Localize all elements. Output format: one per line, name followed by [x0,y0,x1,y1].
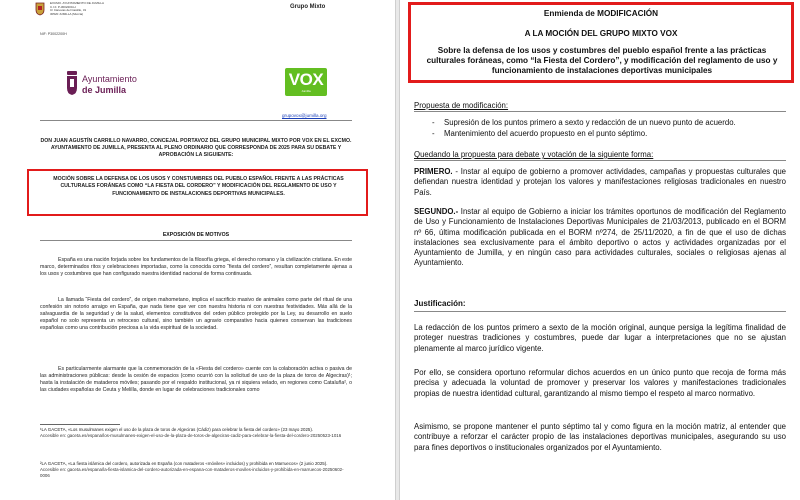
vox-logo [285,68,327,96]
group-label: Grupo Mixto [290,4,326,10]
motion-intro: DON JUAN AGUSTÍN CARRILLO NAVARRO, CONCEJAL PORTAVOZ DEL GRUPO MUNICIPAL MIXTO POR VOX EN EL EXCMO. AYUNTAMIENTO DE JUMILLA, PRESENTA AL PLENO ORDINARIO QUE CORRESPONDA DE 2025 PARA SU DEBATE Y APROBACIÓN LA SIGUIENTE: [40,138,352,159]
amendment-description: Sobre la defensa de los usos y costumbres del pueblo español frente a las prácticas culturales foráneas, como “la Fiesta del Cordero”, y modificación del reglamento de uso y funcionamiento de instalaciones deportivas municipales [426,46,778,75]
ayuntamiento-logo-line2: de Jumilla [82,85,127,95]
remaining-label [414,150,653,159]
exposition-paragraph: La llamada “Fiesta del cordero”, de origen mahometano, implica el sacrificio masivo de animales como parte del ritual de una confesión sin notorio arraigo en España, que nada tiene que ver con nuestra historia ni con nuestras festividades. Más allá de la salvaguardia de la seguridad y de la salud, elementos constitutivos del orden público protegido por la Ley, su desarrollo en suelo español no solo representa un retroceso cultural, sino también un agravio comparativo hacia quienes conservan las tradiciones españolas como una contribución preciosa a la vida espiritual de la sociedad. [40,297,352,331]
group-email-link[interactable]: grupovox@jumilla.org [282,113,327,118]
ayuntamiento-emblem-icon [66,70,78,96]
footnote-url[interactable]: Accesible en: gaceta.es/espana/la-fiesta-islamica-del-cordero-autorizada-en-espana-con-mataderos-moviles-incluidos-y-prohibida-en-marruecos-20250602-0006 [40,467,344,479]
header-address-line: C/ Cánovas del Castillo, 31 [50,8,87,13]
header-address-line: C.I.F. P-3002200-H [50,4,76,9]
footnote [40,427,352,439]
motion-title-highlight [27,169,368,216]
justification-paragraph: Por ello, se considera oportuno reformular dichos acuerdos en un único punto que recoja de forma más precisa y adecuada la voluntad de promover y preservar los valores y manifestaciones tradicionales propias de nuestra identidad cultural, garantizando al mismo tiempo el respeto al marco normativo. [414,368,786,398]
footnote-text: ²LA GACETA, «La fiesta islámica del cordero, autorizada en España (con mataderos «móviles» incluidos) y prohibida en Marruecos» (2 junio 2025). [40,461,328,466]
header-address-line: EXCMO. AYUNTAMIENTO DE JUMILLA [50,1,105,5]
ayuntamiento-logo [66,70,166,100]
ayuntamiento-logo-line1: Ayuntamiento [82,74,137,84]
agreement-segundo [414,207,786,269]
divider [414,311,786,312]
footnote [40,461,352,480]
agreement-segundo-label: SEGUNDO.- [414,207,459,216]
amendment-subtitle: A LA MOCIÓN DEL GRUPO MIXTO VOX [524,29,678,38]
justification-paragraph: Asimismo, se propone mantener el punto séptimo tal y como figura en la moción matriz, al entender que contribuye a reforzar el carácter propio de las instalaciones deportivas municipales, asegurando su uso para fines deportivos o institucionales organizados por el Ayuntamiento. [414,422,786,452]
exposition-heading: EXPOSICIÓN DE MOTIVOS [162,232,230,238]
header-address [50,2,160,16]
header-address-line: 30520 JUMILLA (Murcia) [50,11,84,16]
agreement-primero [414,167,786,198]
vox-logo-text: VOX [288,70,324,89]
justification-paragraph: La redacción de los puntos primero a sexto de la moción original, aunque persiga la legítima finalidad de proteger nuestras tradiciones y costumbres, puede dar lugar a interpretaciones que no se ajustan plenamente al marco jurídico vigente. [414,323,786,353]
list-item: - Supresión de los puntos primero a sexto y redacción de un nuevo punto de acuerdo. [432,118,782,129]
divider [414,111,786,112]
amendment-title-highlight [408,2,794,83]
motion-title: MOCIÓN SOBRE LA DEFENSA DE LOS USOS Y CONSTUMBRES DEL PUEBLO ESPAÑOL FRENTE A LAS PRÁCTICAS CULTURALES FORÁNEAS COMO “LA FIESTA DEL CORDERO” Y MODIFICACIÓN DEL REGLAMENTO DE USO Y FUNCIONAMIENTO DE INSTALACIONES DEPORTIVAS MUNICIPALES. [53,176,344,197]
municipal-crest-icon [35,2,45,16]
reference-number: NIF: P3002200H [40,32,67,36]
vox-logo-subtext: Jumilla [301,89,311,93]
divider [414,160,786,161]
proposal-list [432,118,782,140]
amendment-title: Enmienda de MODIFICACIÓN [543,9,659,18]
divider [40,120,352,121]
motion-document-page [0,0,393,500]
footnote-url[interactable]: Accesible en: gaceta.es/espana/los-musulmanes-exigen-el-uso-de-la-plaza-de-toros-de-algeciras-cadiz-para-celebrar-la-fiesta-del-cordero-20250523-1016 [40,433,342,439]
page-divider [395,0,400,500]
list-item: - Mantenimiento del acuerdo propuesto en el punto séptimo. [432,129,782,140]
agreement-segundo-text: Instar al equipo de Gobierno a iniciar los trámites oportunos de modificación del Reglamento de Uso y Funcionamiento de Instalaciones Deportivas Municipales de 21/03/2013, publicado en el BORM nº 66, última modificación publicada en el BORM nº274, de 25/11/2020, a fin de que el uso de dichas instalaciones sea exclusivamente para el ámbito deportivo o actos y actividades organizadas por el Ayuntamiento de Jumilla, y en ningún caso para actividades culturales, sociales o religiosas ajenas al Ayuntamiento. [414,207,786,268]
justification-heading: Justificación: [414,299,466,308]
exposition-paragraph: España es una nación forjada sobre los fundamentos de la filosofía griega, el derecho romano y la civilización cristiana. En este marco, determinados ritos y celebraciones importadas, como la conocida como “fiesta del cordero”, resultan completamente ajenas a los usos y costumbres que han configurado nuestra identidad nacional de forma continuada. [40,257,352,277]
agreement-primero-text: - Instar al equipo de gobierno a promover actividades, campañas y propuestas culturales que defiendan nuestra identidad y protejan los valores y manifestaciones religiosas tradicionales en nuestro País. [414,167,786,197]
proposal-label-text: Propuesta de modificación: [414,101,509,110]
amendment-document-page [402,0,800,500]
remaining-label-text: Quedando la propuesta para debate y votación de la siguiente forma: [414,150,654,159]
agreement-primero-label: PRIMERO. [414,167,453,176]
footnote-divider [40,424,120,425]
divider [40,240,352,241]
exposition-paragraph: Es particularmente alarmante que la conmemoración de la «Fiesta del cordero» cuente con la colaboración activa o pasiva de las administraciones públicas: desde la cesión de espacios (como ocurrió con la solicitud de uso de la plaza de toros de Algeciras)¹; hasta la instalación de mataderos móviles; pasando por el respaldo institucional, ya ni siquiera velado, en regiones como Cataluña², o las ciudades españolas de Ceuta y Melilla, donde en lugar de celebraciones tradicionales como [40,366,352,393]
proposal-label [414,101,508,110]
footnote-text: ¹LA GACETA, «Los musulmanes exigen el uso de la plaza de toros de Algeciras (Cádiz) para celebrar la fiesta del cordero» (23 mayo 2025). [40,427,314,432]
